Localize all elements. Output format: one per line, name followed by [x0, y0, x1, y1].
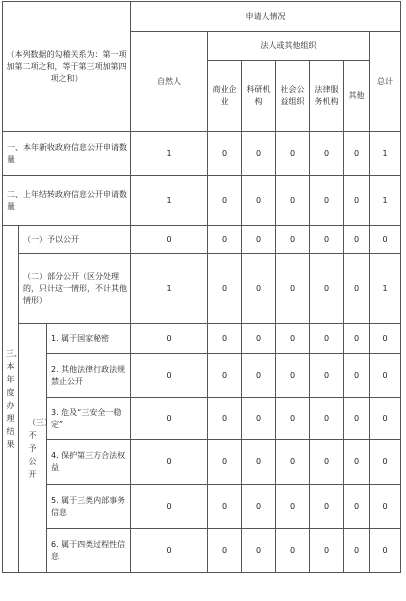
cell-value: 0: [242, 132, 276, 176]
cell-value: 0: [131, 529, 208, 573]
cell-value: 0: [310, 485, 344, 529]
cell-value: 0: [131, 226, 208, 254]
cell-value: 1: [131, 254, 208, 324]
cell-value: 0: [310, 440, 344, 485]
header-other: 其他: [344, 61, 370, 132]
cell-value: 0: [276, 398, 310, 440]
cell-value: 0: [131, 440, 208, 485]
cell-value: 0: [310, 254, 344, 324]
table-row: [3, 226, 401, 254]
cell-value: 0: [208, 254, 242, 324]
row-label: 1. 属于国家秘密: [47, 324, 131, 354]
cell-value: 0: [131, 354, 208, 398]
row-label: 二、上年结转政府信息公开申请数量: [3, 176, 131, 226]
cell-value: 0: [310, 398, 344, 440]
cell-value: 0: [344, 485, 370, 529]
cell-value: 0: [370, 485, 401, 529]
cell-value: 0: [310, 226, 344, 254]
header-note: （本列数据的勾稽关系为：第一项加第二项之和，等于第三项加第四项之和）: [3, 2, 131, 132]
cell-value: 0: [344, 132, 370, 176]
cell-value: 0: [344, 254, 370, 324]
cell-value: 0: [276, 485, 310, 529]
row-label: 3. 危及“三安全一稳定”: [47, 398, 131, 440]
cell-value: 1: [370, 132, 401, 176]
cell-value: 0: [242, 354, 276, 398]
table-row: [3, 398, 401, 440]
cell-value: 0: [131, 398, 208, 440]
cell-value: 0: [208, 354, 242, 398]
cell-value: 0: [276, 226, 310, 254]
cell-value: 0: [276, 132, 310, 176]
cell-value: 0: [310, 324, 344, 354]
cell-value: 0: [276, 324, 310, 354]
row-label: 5. 属于三类内部事务信息: [47, 485, 131, 529]
header-social-welfare: 社会公益组织: [276, 61, 310, 132]
cell-value: 0: [370, 529, 401, 573]
cell-value: 0: [310, 354, 344, 398]
cell-value: 0: [344, 440, 370, 485]
row-label: 6. 属于四类过程性信息: [47, 529, 131, 573]
cell-value: 0: [310, 132, 344, 176]
cell-value: 0: [242, 529, 276, 573]
cell-value: 0: [370, 440, 401, 485]
cell-value: 1: [131, 132, 208, 176]
cell-value: 0: [276, 440, 310, 485]
row-label: 一、本年新收政府信息公开申请数量: [3, 132, 131, 176]
row-label: （二）部分公开（区分处理的，只计这一情形，不计其他情形）: [19, 254, 131, 324]
cell-value: 0: [208, 485, 242, 529]
cell-value: 0: [276, 529, 310, 573]
cell-value: 0: [370, 398, 401, 440]
table-row: [3, 176, 401, 226]
header-natural-person: 自然人: [131, 32, 208, 132]
sub3-label: （三）不予公开: [19, 324, 47, 573]
cell-value: 1: [370, 176, 401, 226]
row-label: （一）予以公开: [19, 226, 131, 254]
cell-value: 0: [131, 324, 208, 354]
cell-value: 0: [208, 440, 242, 485]
application-statistics-table: [2, 1, 401, 573]
cell-value: 0: [242, 324, 276, 354]
header-commercial: 商业企业: [208, 61, 242, 132]
table-row: [3, 440, 401, 485]
header-legal-service: 法律服务机构: [310, 61, 344, 132]
table-row: [3, 529, 401, 573]
cell-value: 1: [131, 176, 208, 226]
cell-value: 0: [242, 440, 276, 485]
cell-value: 0: [131, 485, 208, 529]
table-row: [3, 324, 401, 354]
cell-value: 0: [370, 354, 401, 398]
table-row: [3, 354, 401, 398]
cell-value: 0: [344, 176, 370, 226]
row-label: 4. 保护第三方合法权益: [47, 440, 131, 485]
cell-value: 0: [242, 226, 276, 254]
cell-value: 0: [208, 529, 242, 573]
header-research: 科研机构: [242, 61, 276, 132]
cell-value: 0: [208, 226, 242, 254]
table-row: [3, 485, 401, 529]
cell-value: 0: [276, 254, 310, 324]
cell-value: 1: [370, 254, 401, 324]
row-label: 2. 其他法律行政法规禁止公开: [47, 354, 131, 398]
header-applicant-situation: 申请人情况: [131, 2, 401, 32]
header-legal-org: 法人或其他组织: [208, 32, 370, 61]
cell-value: 0: [208, 176, 242, 226]
cell-value: 0: [208, 132, 242, 176]
cell-value: 0: [242, 398, 276, 440]
cell-value: 0: [370, 324, 401, 354]
cell-value: 0: [242, 485, 276, 529]
cell-value: 0: [310, 176, 344, 226]
cell-value: 0: [276, 354, 310, 398]
header-total: 总计: [370, 32, 401, 132]
cell-value: 0: [310, 529, 344, 573]
cell-value: 0: [276, 176, 310, 226]
cell-value: 0: [208, 324, 242, 354]
cell-value: 0: [344, 529, 370, 573]
cell-value: 0: [344, 354, 370, 398]
cell-value: 0: [208, 398, 242, 440]
section3-label: 三、本年度办理结果: [3, 226, 19, 573]
cell-value: 0: [344, 324, 370, 354]
cell-value: 0: [344, 398, 370, 440]
cell-value: 0: [344, 226, 370, 254]
cell-value: 0: [370, 226, 401, 254]
table-row: [3, 132, 401, 176]
table-row: [3, 254, 401, 324]
cell-value: 0: [242, 176, 276, 226]
cell-value: 0: [242, 254, 276, 324]
